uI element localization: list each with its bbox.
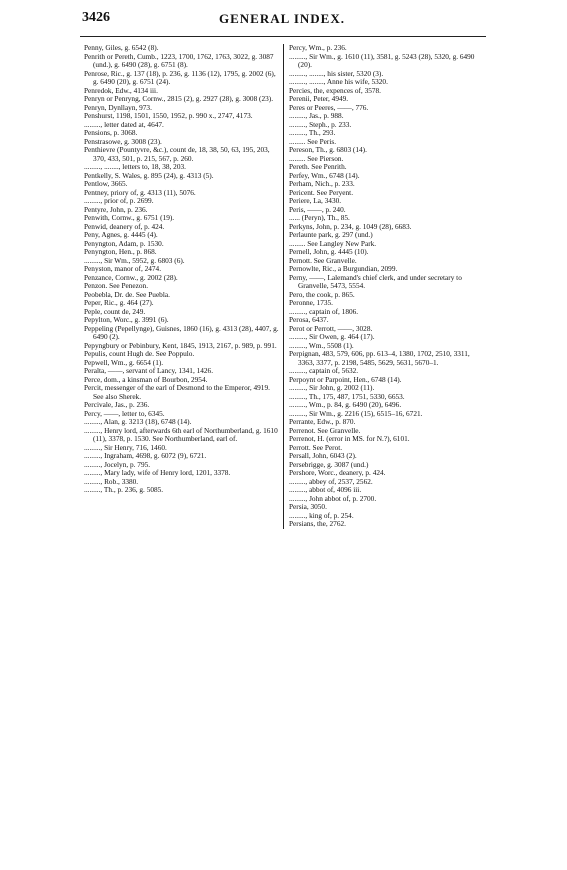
index-entry: Penwith, Cornw., g. 6751 (19).	[84, 213, 175, 222]
index-entry: ........., Alan, g. 3213 (18), 6748 (14).	[84, 417, 192, 426]
index-entry: Penredok, Edw., 4134 iii.	[84, 85, 158, 95]
index-entry: ........., John abbot of, p. 2700.	[289, 493, 377, 503]
index-entry: Percies, the, expences of, 3578.	[289, 85, 381, 95]
index-entry: ........., king of, p. 254.	[289, 510, 354, 520]
index-entry: Percit, messenger of the earl of Desmond to the Emperor, 4919. See also Sherek.	[84, 383, 270, 401]
index-entry: ........., ........, his sister, 5320 (3).	[289, 68, 384, 78]
index-entry: Pepulis, count Hugh de. See Poppulo.	[84, 349, 195, 358]
index-entry: Perrott. See Perot.	[289, 442, 343, 452]
index-entry: Persall, John, 6043 (2).	[289, 451, 357, 460]
index-entry: Penyston, manor of, 2474.	[84, 264, 162, 273]
index-entry: Pershore, Worc., deanery, p. 424.	[289, 468, 386, 477]
index-entry: Perrante, Edw., p. 870.	[289, 417, 356, 426]
index-entry: Percivale, Jas., p. 236.	[84, 400, 150, 409]
index-entry: Pereson, Th., g. 6803 (14).	[289, 145, 367, 154]
index-entry: Perrenot. See Granvelle.	[289, 425, 361, 435]
index-entry: Peppeling (Pepellynge), Guisnes, 1860 (16), g. 4313 (28), 4407, g. 6490 (2).	[84, 323, 279, 341]
index-entry: Pepylton, Worc., g. 3991 (6).	[84, 315, 169, 324]
index-entry: Perham, Nich., p. 233.	[289, 179, 355, 188]
index-entry: Peny, Agnes, g. 4445 (4).	[84, 230, 158, 239]
index-entry: Pentyre, John, p. 236.	[84, 204, 148, 214]
index-entry: Pepyngbury or Pebinbury, Kent, 1845, 1913, 2167, p. 989, p. 991.	[84, 340, 277, 350]
index-entry: ........., Jocelyn, p. 795.	[84, 459, 151, 469]
index-entry: ........., Th., p. 236, g. 5085.	[84, 485, 164, 494]
index-entry: Penwid, deanery of, p. 424.	[84, 221, 165, 231]
index-entry: Perrenot, H. (error in MS. for N.?), 6101.	[289, 434, 410, 443]
index-entry: Penyngton, Adam, p. 1530.	[84, 238, 164, 248]
index-entry: ........., Jas., p. 988.	[289, 111, 344, 120]
index-entry: Pernell, John, g. 4445 (10).	[289, 247, 369, 256]
index-entry: Pepwell, Wm., g. 6654 (1).	[84, 357, 164, 367]
index-entry: Penryn, Dynllayn, 973.	[84, 102, 152, 112]
index-entry: Perfey, Wm., 6748 (14).	[289, 170, 360, 180]
index-entry: ........., abbot of, 4096 iii.	[289, 485, 362, 494]
index-entry: Penny, Giles, g. 6542 (8).	[84, 43, 159, 52]
index-entry: ........., ........, Anne his wife, 5320.	[289, 77, 388, 86]
index-entry: Persia, 3050.	[289, 502, 327, 511]
index-entry: Penrith or Pereth, Cumb., 1223, 1700, 1762, 1763, 3022, g. 3087 (und.), g. 6490 (28), g. 6751 (8).	[84, 51, 274, 69]
index-entry: Pernott. See Granvelle.	[289, 255, 357, 265]
index-entry: Peralta, ——, servant of Lancy, 1341, 1426.	[84, 366, 214, 375]
index-entry: Percy, Wm., p. 236.	[289, 43, 347, 52]
index-entry: ........., abbey of, 2537, 2562.	[289, 476, 373, 486]
index-entry: ........., Sir John, g. 2002 (11).	[289, 383, 375, 392]
index-entry: ......... See Peris.	[289, 136, 337, 146]
index-entry: Pentney, priory of, g. 4313 (11), 5076.	[84, 187, 196, 197]
index-entry: ......... See Langley New Park.	[289, 238, 377, 248]
index-entry: Perlaunte park, g. 297 (und.)	[289, 230, 373, 239]
index-entry: ........., Wm., 5508 (1).	[289, 340, 354, 350]
index-entry: Pernowlte, Ric., a Burgundian, 2099.	[289, 264, 398, 273]
index-entry: Percy, ——, letter to, 6345.	[84, 408, 165, 418]
index-entry: Peronne, 1735.	[289, 298, 333, 307]
index-entry: Peres or Peeres, ——, 776.	[289, 102, 369, 112]
index-entry: Perpoynt or Parpoint, Hen., 6748 (14).	[289, 374, 402, 384]
index-entry: Periere, La, 3430.	[289, 196, 342, 205]
index-entry: ...... (Peryn), Th., 85.	[289, 213, 350, 222]
index-entry: Pero, the cook, p. 865.	[289, 289, 355, 299]
index-entry: Persians, the, 2762.	[289, 519, 346, 528]
index-entry: ........., Rob., 3380.	[84, 476, 139, 486]
index-entry: ........., captain of, 5632.	[289, 366, 359, 375]
index-entry: Perosa, 6437.	[289, 315, 329, 324]
index-entry: Pensions, p. 3068.	[84, 128, 138, 137]
index-entry: Penyngton, Hen., p. 868.	[84, 247, 157, 256]
index-entry: Penryn or Penryng, Cornw., 2815 (2), g. 2927 (28), g. 3008 (23).	[84, 94, 274, 103]
index-entry: Peris, ——, p. 240.	[289, 204, 346, 214]
index-entry: Perpignan, 483, 579, 606, pp. 613–4, 1380, 1702, 2510, 3311, 3363, 3377, p. 2198, 5485, 5629, 5631, 5670–1.	[289, 349, 470, 367]
index-entry: Pereth. See Penrith.	[289, 162, 347, 171]
index-entry: Pentlow, 3665.	[84, 179, 128, 188]
index-entry: ........., Sir Wm., g. 2216 (15), 6515–16, 6721.	[289, 408, 423, 418]
index-entry: ........., Steph., p. 233.	[289, 119, 352, 129]
index-entry: Perny, ——, Lalemand's chief clerk, and under secretary to Granvelle, 5473, 5554.	[289, 272, 462, 290]
index-entry: Perkyns, John, p. 234, g. 1049 (28), 6683.	[289, 221, 412, 231]
index-entry: ........., ........, letters to, 18, 38, 203.	[84, 162, 186, 171]
page-header	[82, 10, 482, 32]
index-entry: Penzon. See Penezon.	[84, 281, 149, 290]
index-entry: ......... See Pierson.	[289, 153, 344, 163]
index-entry: Peobebla, Dr. de. See Puebla.	[84, 289, 170, 299]
index-entry: ........., Th., 293.	[289, 128, 336, 137]
index-entry: Penthievre (Pountyvre, &c.), count de, 18, 38, 50, 63, 195, 203, 370, 433, 501, p. 215, 567, p. 260.	[84, 145, 270, 163]
index-entry: ........., Ingraham, 4698, g. 6072 (9), 6721.	[84, 451, 207, 460]
index-entry: ........., Henry lord, afterwards 6th earl of Northumberland, g. 1610 (11), 3378, p. 1530. See Northumberland, earl of.	[84, 425, 278, 443]
index-entry: Penrose, Ric., g. 137 (18), p. 236, g. 1136 (12), 1795, g. 2002 (6), g. 6490 (20), g. 6751 (24).	[84, 68, 276, 86]
page-number: 3426	[82, 10, 110, 25]
index-entry: ........., Th., 175, 487, 1751, 5330, 6653.	[289, 391, 405, 401]
page-title: GENERAL INDEX.	[219, 11, 345, 26]
index-entry: Perce, dom., a kinsman of Bourbon, 2954.	[84, 374, 208, 384]
index-column-right	[289, 44, 485, 529]
index-entry: Pericent. See Peryent.	[289, 187, 354, 197]
index-entry: ........., Sir Wm., 5952, g. 6803 (6).	[84, 255, 185, 265]
header-rule	[80, 36, 486, 37]
index-entry: ........., Mary lady, wife of Henry lord, 1201, 3378.	[84, 468, 231, 477]
index-entry: Peper, Ric., g. 464 (27).	[84, 298, 154, 307]
column-divider	[283, 44, 284, 529]
index-entry: ........., prior of, p. 2699.	[84, 196, 154, 205]
index-column-left	[84, 44, 280, 495]
index-entry: Pentkelly, S. Wales, g. 895 (24), g. 4313 (5).	[84, 170, 214, 180]
index-entry: ........., Sir Henry, 716, 1460.	[84, 442, 167, 452]
index-entry: ........., letter dated at, 4647.	[84, 119, 164, 129]
index-entry: Persebrigge, g. 3087 (und.)	[289, 459, 369, 469]
index-entry: ........., captain of, 1806.	[289, 306, 359, 316]
index-entry: Penzance, Cornw., g. 2002 (28).	[84, 272, 178, 282]
index-entry: Peple, count de, 249.	[84, 306, 146, 316]
index-entry: ........., Wm., p. 84, g. 6490 (20), 6496.	[289, 400, 402, 409]
index-entry: ........., Sir Owen, g. 464 (17).	[289, 332, 375, 341]
index-entry: ........., Sir Wm., g. 1610 (11), 3581, g. 5243 (28), 5320, g. 6490 (20).	[289, 51, 475, 69]
index-entry: Perenii, Peter, 4949.	[289, 94, 349, 103]
index-entry: Penstrasowe, g. 3008 (23).	[84, 136, 162, 146]
index-entry: Perot or Perrott, ——, 3028.	[289, 323, 373, 333]
index-entry: Penshurst, 1198, 1501, 1550, 1952, p. 990 x., 2747, 4173.	[84, 111, 253, 120]
